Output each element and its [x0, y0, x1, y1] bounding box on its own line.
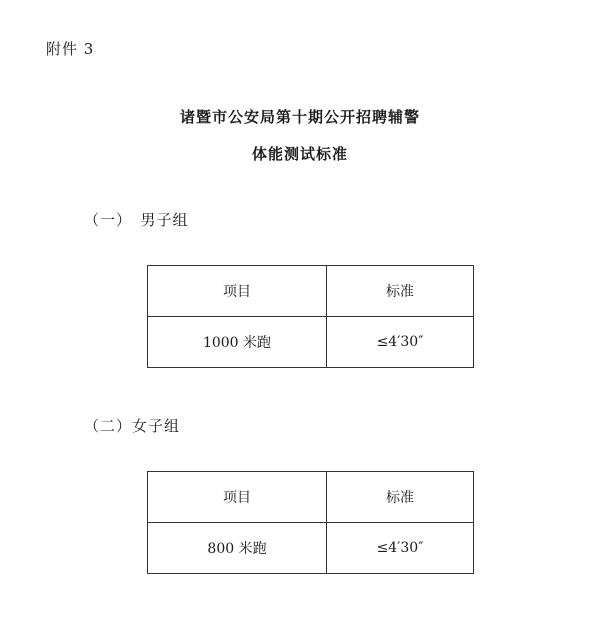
- table-header-cell: 标准: [327, 472, 474, 523]
- table-header-cell: 项目: [148, 472, 327, 523]
- table-row: [148, 317, 474, 368]
- table-header-cell: 标准: [327, 266, 474, 317]
- table-header-row: [148, 472, 474, 523]
- document-title: 诸暨市公安局第十期公开招聘辅警: [179, 108, 420, 126]
- table-row: [148, 523, 474, 574]
- table-cell-event: 1000 米跑: [148, 317, 327, 368]
- table-cell-standard: ≤4′30″: [327, 523, 474, 574]
- table-header-row: [148, 266, 474, 317]
- table-header-cell: 项目: [148, 266, 327, 317]
- standards-table-male: [147, 265, 474, 368]
- section-heading-male: （一） 男子组: [84, 211, 189, 229]
- attachment-label: 附件 3: [46, 40, 95, 58]
- table-cell-standard: ≤4′30″: [327, 317, 474, 368]
- standards-table-female: [147, 471, 474, 574]
- document-subtitle: 体能测试标准: [251, 145, 348, 163]
- table-cell-event: 800 米跑: [148, 523, 327, 574]
- section-heading-female: （二）女子组: [84, 417, 181, 435]
